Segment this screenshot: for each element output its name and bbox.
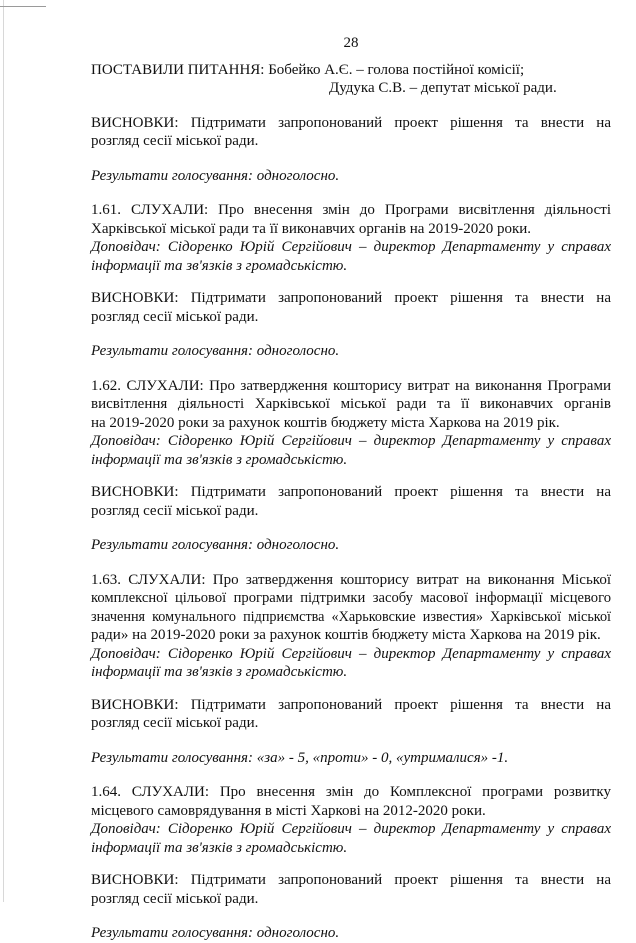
agenda-item-1-63 bbox=[91, 571, 611, 682]
raised-questions-line: ПОСТАВИЛИ ПИТАННЯ: Бобейко А.Є. – голова постійної комісії; bbox=[91, 61, 525, 78]
speaker-line: Доповідач: Сідоренко Юрій Сергійович – директор Департаменту у справах bbox=[91, 645, 611, 662]
speaker-line: Доповідач: Сідоренко Юрій Сергійович – директор Департаменту у справах bbox=[91, 433, 611, 449]
vote-result bbox=[91, 342, 611, 361]
agenda-item-1-62 bbox=[91, 377, 611, 470]
vote-result-text: Результати голосування: одноголосно. bbox=[91, 167, 340, 184]
vote-result bbox=[91, 924, 611, 943]
page-number: 28 bbox=[343, 35, 359, 51]
scan-edge bbox=[3, 0, 4, 902]
conclusion bbox=[91, 289, 611, 326]
conclusion bbox=[91, 114, 611, 151]
heard-line: на 2019-2020 роки за рахунок коштів бюджету міста Харкова на 2019 рік. bbox=[91, 414, 560, 431]
conclusion-line: ВИСНОВКИ: Підтримати запропонований проект рішення та внести на bbox=[91, 696, 611, 713]
speaker-line: інформації та зв'язків з громадськістю. bbox=[91, 451, 348, 468]
vote-result bbox=[91, 749, 611, 768]
vote-result-text: Результати голосування: «за» - 5, «проти» - 0, «утрималися» -1. bbox=[91, 749, 509, 766]
heard-line: значення комунального підприємства «Харьковские известия» Харківської міської bbox=[91, 608, 611, 625]
speaker-line: інформації та зв'язків з громадськістю. bbox=[91, 257, 348, 274]
conclusion-line: розгляд сесії міської ради. bbox=[91, 715, 259, 731]
heard-line: місцевого самоврядування в місті Харкові на 2012-2020 роки. bbox=[91, 802, 486, 819]
heard-line: 1.63. СЛУХАЛИ: Про затвердження кошторису витрат на виконання Міської bbox=[91, 571, 611, 588]
heard-line: Харківської міської ради та її виконавчих органів на 2019-2020 роки. bbox=[91, 220, 532, 237]
vote-result-text: Результати голосування: одноголосно. bbox=[91, 537, 340, 553]
speaker-line: Доповідач: Сідоренко Юрій Сергійович – директор Департаменту у справах bbox=[91, 239, 611, 255]
raised-questions-line: Дудука С.В. – депутат міської ради. bbox=[329, 80, 557, 96]
raised-questions bbox=[91, 61, 611, 98]
vote-result-text: Результати голосування: одноголосно. bbox=[91, 343, 340, 359]
conclusion-line: ВИСНОВКИ: Підтримати запропонований проект рішення та внести на bbox=[91, 484, 611, 500]
speaker-line: інформації та зв'язків з громадськістю. bbox=[91, 839, 348, 856]
conclusion bbox=[91, 696, 611, 733]
speaker-line: Доповідач: Сідоренко Юрій Сергійович – директор Департаменту у справах bbox=[91, 821, 611, 837]
vote-result-text: Результати голосування: одноголосно. bbox=[91, 925, 340, 941]
heard-line: 1.61. СЛУХАЛИ: Про внесення змін до Програми висвітлення діяльності bbox=[91, 202, 611, 218]
conclusion bbox=[91, 483, 611, 520]
conclusion-line: ВИСНОВКИ: Підтримати запропонований проект рішення та внести на bbox=[91, 872, 611, 888]
heard-line: комплексної цільової програми підтримки засобу масової інформації місцевого bbox=[91, 590, 611, 606]
heard-line: 1.64. СЛУХАЛИ: Про внесення змін до Комплексної програми розвитку bbox=[91, 784, 611, 800]
agenda-item-1-64 bbox=[91, 783, 611, 857]
conclusion-line: розгляд сесії міської ради. bbox=[91, 133, 259, 149]
vote-result bbox=[91, 536, 611, 555]
scan-mark bbox=[0, 6, 46, 7]
conclusion-line: розгляд сесії міської ради. bbox=[91, 502, 259, 519]
heard-line: ради» на 2019-2020 роки за рахунок коштів бюджету міста Харкова на 2019 рік. bbox=[91, 627, 601, 643]
conclusion-line: ВИСНОВКИ: Підтримати запропонований проект рішення та внести на bbox=[91, 114, 611, 131]
agenda-item-1-61 bbox=[91, 201, 611, 275]
document-content bbox=[91, 34, 611, 943]
conclusion-line: розгляд сесії міської ради. bbox=[91, 308, 259, 325]
conclusion-line: ВИСНОВКИ: Підтримати запропонований проект рішення та внести на bbox=[91, 290, 611, 306]
vote-result bbox=[91, 167, 611, 186]
heard-line: 1.62. СЛУХАЛИ: Про затвердження кошторису витрат на виконання Програми bbox=[91, 377, 611, 394]
heard-line: висвітлення діяльності Харківської міської ради та її виконавчих органів bbox=[91, 396, 611, 412]
conclusion-line: розгляд сесії міської ради. bbox=[91, 890, 259, 907]
speaker-line: інформації та зв'язків з громадськістю. bbox=[91, 664, 348, 680]
conclusion bbox=[91, 871, 611, 908]
